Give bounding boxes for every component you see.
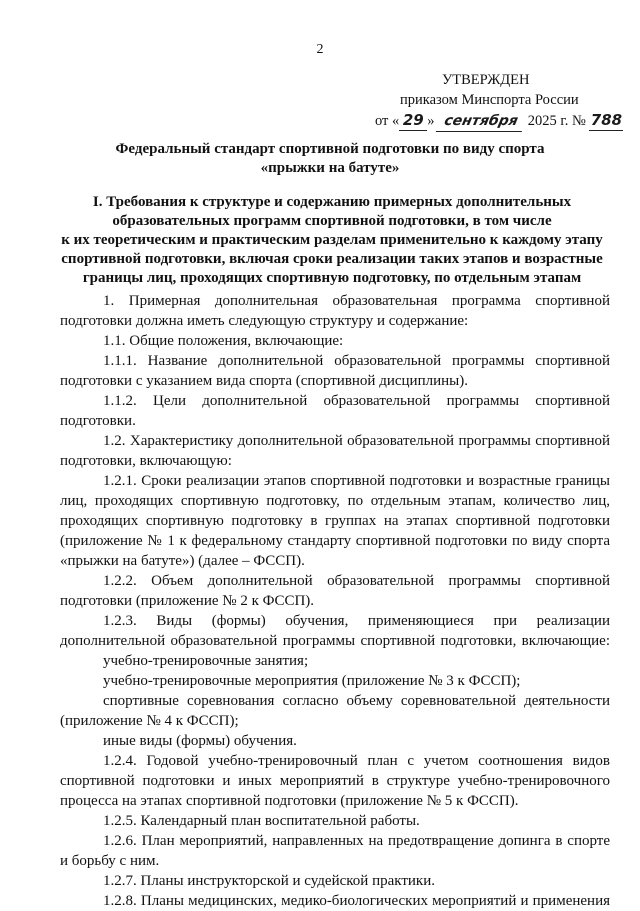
date-prefix: от « xyxy=(375,113,400,129)
approval-block xyxy=(370,70,630,132)
section-heading-line: образовательных программ спортивной подготовки, в том числе xyxy=(112,213,552,229)
body-text xyxy=(60,291,610,911)
body-line: 1.1.2. Цели дополнительной образовательной программы спортивной xyxy=(103,393,610,409)
document-title xyxy=(60,140,600,178)
approval-order-line: приказом Минспорта России xyxy=(400,92,579,108)
handwritten-month: сентября xyxy=(436,111,526,132)
body-line: 1.1. Общие положения, включающие: xyxy=(103,333,344,349)
body-line: 1.2.6. План мероприятий, направленных на предотвращение допинга в спорте xyxy=(103,833,610,849)
body-line: спортивной подготовки и иных мероприятий в структуре учебно-тренировочного xyxy=(60,773,610,789)
body-line: 1.2.5. Календарный план воспитательной работы. xyxy=(103,813,420,829)
body-line: подготовки с указанием вида спорта (спортивной дисциплины). xyxy=(60,373,468,389)
body-line: подготовки, включающую: xyxy=(60,453,232,469)
approval-heading: УТВЕРЖДЕН xyxy=(442,72,530,88)
approval-date-line xyxy=(375,110,630,132)
body-line: (приложение № 1 к федеральному стандарту спортивной подготовки по виду спорта xyxy=(60,533,610,549)
title-line: «прыжки на батуте» xyxy=(260,160,400,176)
body-line: и борьбу с ним. xyxy=(60,853,160,869)
body-line: 1.2.3. Виды (формы) обучения, применяющиеся при реализации xyxy=(103,613,610,629)
body-line: подготовки (приложение № 2 к ФССП). xyxy=(60,593,315,609)
body-line: «прыжки на батуте») (далее – ФССП). xyxy=(60,553,305,569)
date-year-number-label: 2025 г. № xyxy=(527,113,586,129)
body-line: процесса на этапах спортивной подготовки (приложение № 5 к ФССП). xyxy=(60,793,519,809)
body-line: 1. Примерная дополнительная образовательная программа спортивной xyxy=(103,293,610,309)
handwritten-order-number: 788 xyxy=(590,111,623,129)
body-line: подготовки должна иметь следующую структуру и содержание: xyxy=(60,313,469,329)
body-line: проходящих спортивную подготовку в группах на этапах спортивной подготовки xyxy=(60,513,610,529)
section-heading-line: I. Требования к структуре и содержанию примерных дополнительных xyxy=(92,194,572,210)
body-line: 1.2.1. Сроки реализации этапов спортивной подготовки и возрастные границы xyxy=(103,473,610,489)
body-line: 1.2.8. Планы медицинских, медико-биологических мероприятий и применения xyxy=(103,893,610,909)
body-line: учебно-тренировочные занятия; xyxy=(103,653,309,669)
body-line: учебно-тренировочные мероприятия (приложение № 3 к ФССП); xyxy=(103,673,521,689)
body-line: иные виды (формы) обучения. xyxy=(103,733,297,749)
body-line: 1.1.1. Название дополнительной образовательной программы спортивной xyxy=(103,353,610,369)
date-quote-close: » xyxy=(427,113,435,129)
body-line: дополнительной образовательной программы спортивной подготовки, включающие: xyxy=(60,633,610,649)
body-line: спортивные соревнования согласно объему соревновательной деятельности xyxy=(103,693,610,709)
section-heading-line: границы лиц, проходящих спортивную подготовку, по отдельным этапам xyxy=(82,270,582,286)
section-heading-line: к их теоретическим и практическим разделам применительно к каждому этапу xyxy=(61,232,603,248)
body-line: (приложение № 4 к ФССП); xyxy=(60,713,239,729)
body-line: 1.2.4. Годовой учебно-тренировочный план с учетом соотношения видов xyxy=(103,753,610,769)
handwritten-day: 29 xyxy=(399,110,427,131)
body-line: 1.2.7. Планы инструкторской и судейской практики. xyxy=(103,873,435,889)
body-line: подготовки. xyxy=(60,413,136,429)
page-number: 2 xyxy=(316,42,324,57)
body-line: 1.2. Характеристику дополнительной образовательной программы спортивной xyxy=(103,433,610,449)
body-line: лиц, проходящих спортивную подготовку, по отдельным этапам, количество лиц, xyxy=(60,493,610,509)
title-line: Федеральный стандарт спортивной подготовки по виду спорта xyxy=(115,141,545,157)
section-heading xyxy=(58,193,606,288)
body-line: 1.2.2. Объем дополнительной образовательной программы спортивной xyxy=(103,573,610,589)
section-heading-line: спортивной подготовки, включая сроки реализации таких этапов и возрастные xyxy=(61,251,603,267)
